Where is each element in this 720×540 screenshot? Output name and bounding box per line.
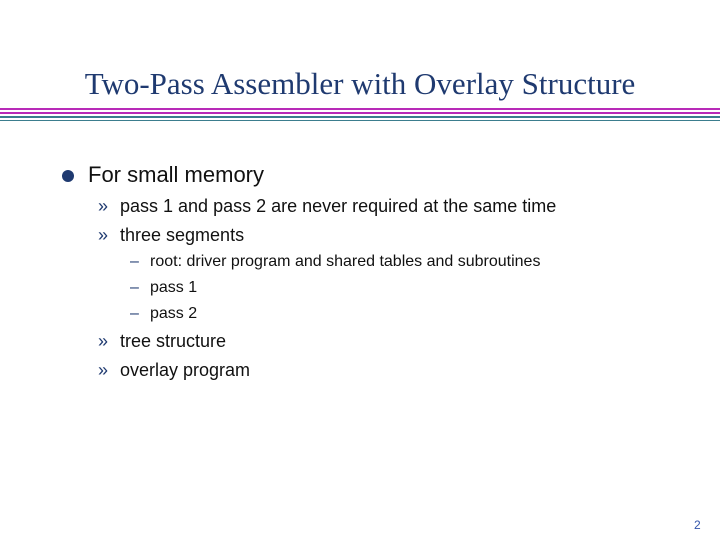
sub-bullet-marker: » [98,360,109,380]
title-rule-2 [0,112,720,114]
segment-marker: – [130,279,139,296]
sub-bullet-marker: » [98,331,109,351]
sub-item-text: tree structure [120,331,227,351]
segment-text: root: driver program and shared tables and subroutines [150,253,541,270]
bullet-dot-icon [62,170,74,182]
sub-item-text: three segments [120,225,245,245]
segment-text: pass 2 [150,305,198,322]
main-bullet-text: For small memory [88,162,265,187]
title-rule-3 [0,116,720,118]
slide-title: Two-Pass Assembler with Overlay Structure [84,66,636,101]
sub-item-text: overlay program [120,360,251,380]
title-rule-4 [0,120,720,121]
page-number: 2 [694,518,701,532]
sub-item-text: pass 1 and pass 2 are never required at the same time [120,196,557,216]
title-rule-1 [0,108,720,110]
segment-marker: – [130,305,139,322]
segment-text: pass 1 [150,279,198,296]
sub-bullet-marker: » [98,196,109,216]
sub-bullet-marker: » [98,225,109,245]
segment-marker: – [130,253,139,270]
